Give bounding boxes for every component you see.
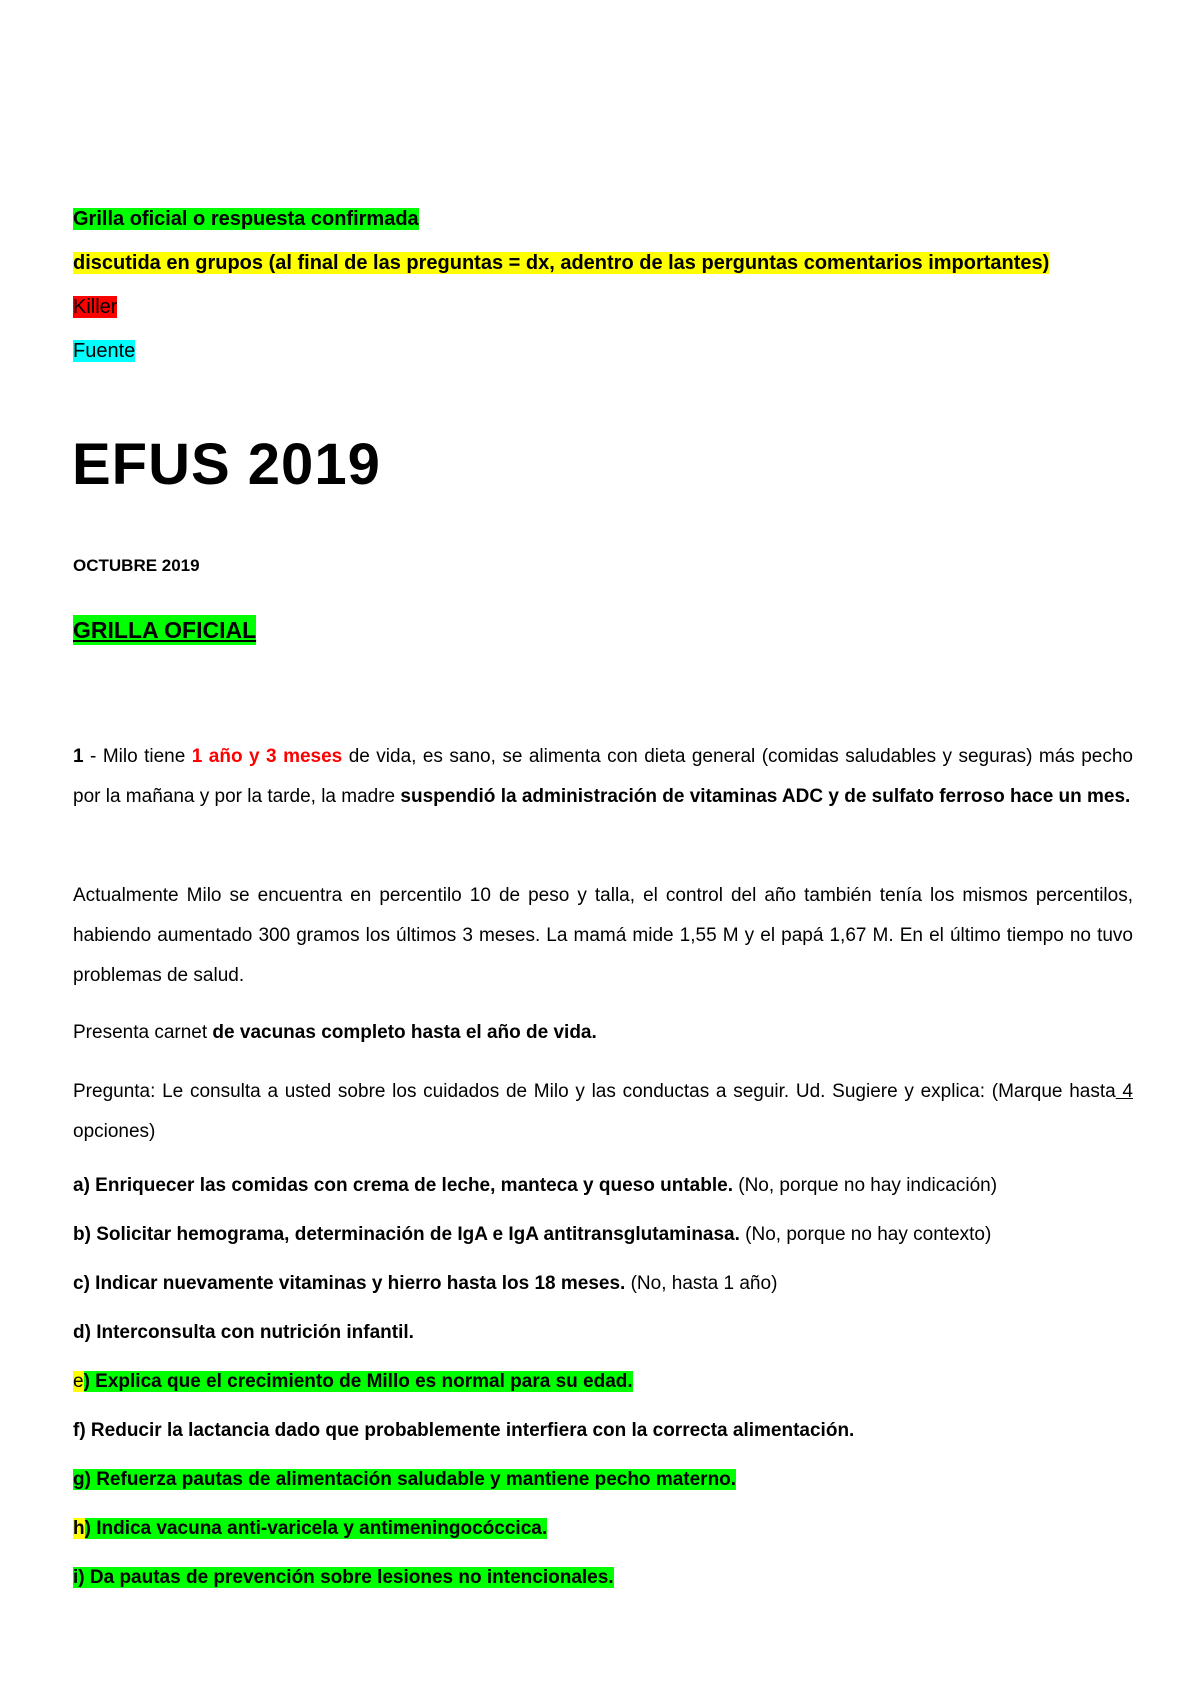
option-b: b) Solicitar hemograma, determinación de IgA e IgA antitransglutaminasa. (No, porque no hay contexto) — [73, 1224, 992, 1245]
legend-yellow: discutida en grupos (al final de las preguntas = dx, adentro de las perguntas comentarios importantes) — [73, 252, 1050, 274]
page-title: EFUS 2019 — [72, 432, 381, 497]
age-highlight: 1 año y 3 meses — [191, 746, 343, 767]
legend-red: Killer — [73, 296, 118, 318]
section-heading: GRILLA OFICIAL — [73, 617, 257, 643]
exam-date: OCTUBRE 2019 — [73, 556, 200, 575]
question-paragraph-3: Presenta carnet de vacunas completo hasta el año de vida. — [73, 1022, 597, 1043]
legend-cyan: Fuente — [73, 340, 136, 362]
option-i: i) Da pautas de prevención sobre lesiones no intencionales. — [73, 1567, 614, 1588]
option-g: g) Refuerza pautas de alimentación saludable y mantiene pecho materno. — [73, 1469, 737, 1490]
option-d: d) Interconsulta con nutrición infantil. — [73, 1322, 414, 1343]
option-c: c) Indicar nuevamente vitaminas y hierro hasta los 18 meses. (No, hasta 1 año) — [73, 1273, 778, 1294]
option-h: h) Indica vacuna anti-varicela y antimeningocóccica. — [73, 1518, 548, 1539]
question-prompt: Pregunta: Le consulta a usted sobre los cuidados de Milo y las conductas a seguir. Ud. Sugiere y explica: (Marque hasta 4 opciones) — [73, 1081, 1133, 1142]
question-number: 1 — [73, 746, 84, 767]
legend-green: Grilla oficial o respuesta confirmada — [73, 208, 419, 230]
option-f: f) Reducir la lactancia dado que probablemente interfiera con la correcta alimentación. — [73, 1420, 855, 1441]
question-paragraph-2: Actualmente Milo se encuentra en percentilo 10 de peso y talla, el control del año también tenía los mismos percentilos, habiendo aumentado 300 gramos los últimos 3 meses. La mamá mide 1,55 M y el papá 1,67 M. En el último tiempo no tuvo problemas de salud. — [73, 885, 1133, 986]
option-e: e) Explica que el crecimiento de Millo es normal para su edad. — [73, 1371, 633, 1392]
question-paragraph-1: 1 - Milo tiene 1 año y 3 meses de vida, es sano, se alimenta con dieta general (comidas saludables y seguras) más pecho por la mañana y por la tarde, la madre suspendió la administración de vitaminas ADC y de sulfato ferroso hace un mes. — [73, 746, 1133, 807]
option-a: a) Enriquecer las comidas con crema de leche, manteca y queso untable. (No, porque no hay indicación) — [73, 1175, 998, 1196]
